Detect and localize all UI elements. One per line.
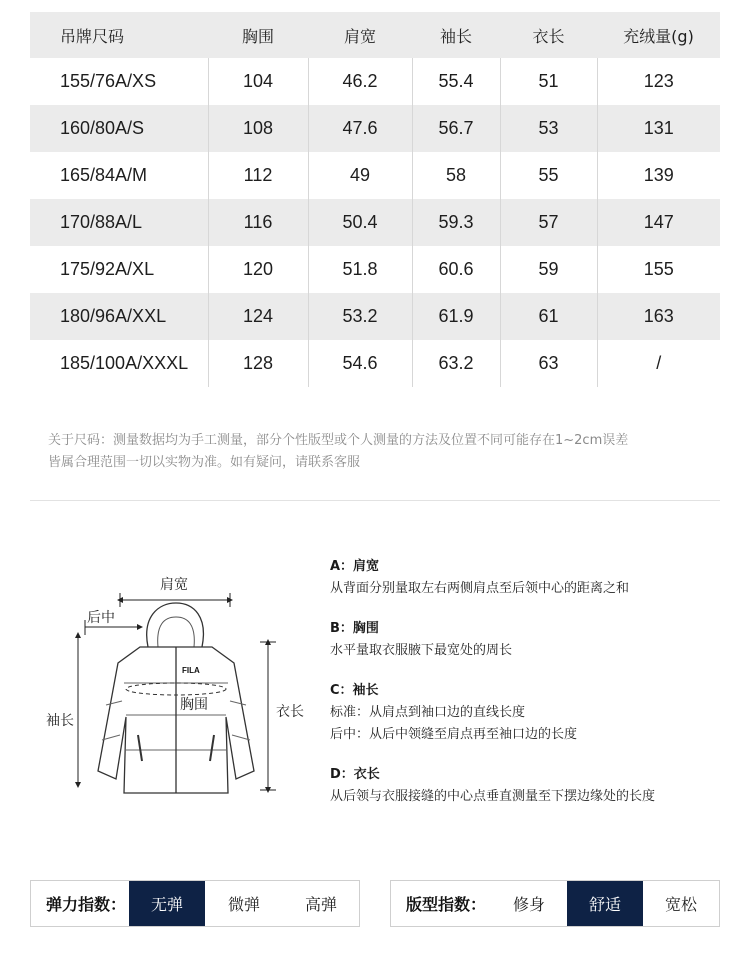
- elasticity-index: [30, 880, 360, 927]
- fit-option-slim[interactable]: 修身: [512, 895, 545, 914]
- cell-down-fill: 147: [597, 199, 720, 246]
- cell-size: 185/100A/XXXL: [30, 340, 208, 387]
- header-down-fill: 充绒量(g): [597, 12, 720, 58]
- label-length: 衣长: [276, 704, 304, 720]
- definition-head: B：胸围: [330, 621, 379, 636]
- jacket-measurement-illustration: [40, 565, 320, 805]
- cell-sleeve: 59.3: [412, 199, 500, 246]
- cell-down-fill: 131: [597, 105, 720, 152]
- label-chest: 胸围: [180, 697, 208, 713]
- cell-length: 57: [500, 199, 597, 246]
- cell-down-fill: 139: [597, 152, 720, 199]
- fila-logo: FILA: [182, 666, 200, 675]
- label-shoulder: 肩宽: [160, 577, 188, 593]
- cell-length: 55: [500, 152, 597, 199]
- definition-text: 从后领与衣服接缝的中心点垂直测量至下摆边缘处的长度: [330, 789, 656, 804]
- cell-size: 175/92A/XL: [30, 246, 208, 293]
- cell-size: 170/88A/L: [30, 199, 208, 246]
- cell-shoulder: 46.2: [308, 58, 412, 105]
- header-tag-size: 吊牌尺码: [30, 12, 208, 58]
- cell-length: 59: [500, 246, 597, 293]
- elasticity-option-none[interactable]: 无弹: [129, 881, 205, 926]
- definition-head: D：衣长: [330, 767, 380, 782]
- header-length: 衣长: [500, 12, 597, 58]
- definition-head: A：肩宽: [330, 559, 380, 574]
- cell-shoulder: 49: [308, 152, 412, 199]
- definition-head: C：袖长: [330, 683, 379, 698]
- table-header-row: [30, 12, 720, 58]
- definition-text: 标准：从肩点到袖口边的直线长度: [330, 705, 526, 720]
- definition-length: [330, 764, 730, 808]
- table-row: [30, 152, 720, 199]
- cell-length: 61: [500, 293, 597, 340]
- definition-text: 从背面分别量取左右两侧肩点至后领中心的距离之和: [330, 581, 630, 596]
- cell-down-fill: 163: [597, 293, 720, 340]
- table-row: [30, 199, 720, 246]
- cell-chest: 120: [208, 246, 308, 293]
- cell-size: 155/76A/XS: [30, 58, 208, 105]
- cell-shoulder: 50.4: [308, 199, 412, 246]
- cell-length: 53: [500, 105, 597, 152]
- cell-shoulder: 53.2: [308, 293, 412, 340]
- fit-label: 版型指数：: [406, 895, 487, 914]
- label-back-center: 后中: [87, 610, 115, 626]
- definition-chest: [330, 618, 730, 662]
- elasticity-label: 弹力指数：: [46, 895, 127, 914]
- cell-shoulder: 47.6: [308, 105, 412, 152]
- cell-chest: 116: [208, 199, 308, 246]
- elasticity-option-high[interactable]: 高弹: [304, 895, 337, 914]
- cell-sleeve: 61.9: [412, 293, 500, 340]
- cell-sleeve: 56.7: [412, 105, 500, 152]
- cell-chest: 112: [208, 152, 308, 199]
- cell-down-fill: 123: [597, 58, 720, 105]
- definition-text: 后中：从后中领缝至肩点再至袖口边的长度: [330, 727, 578, 742]
- definition-text: 水平量取衣服腋下最宽处的周长: [330, 643, 513, 658]
- cell-down-fill: 155: [597, 246, 720, 293]
- measurement-definitions: [330, 556, 730, 826]
- cell-shoulder: 51.8: [308, 246, 412, 293]
- cell-down-fill: /: [597, 340, 720, 387]
- measurement-note: [48, 430, 728, 474]
- jacket-diagram: [40, 565, 320, 805]
- note-line-2: 皆属合理范围一切以实物为准。如有疑问，请联系客服: [48, 455, 361, 470]
- cell-sleeve: 60.6: [412, 246, 500, 293]
- cell-sleeve: 55.4: [412, 58, 500, 105]
- cell-sleeve: 58: [412, 152, 500, 199]
- cell-chest: 104: [208, 58, 308, 105]
- cell-shoulder: 54.6: [308, 340, 412, 387]
- definition-sleeve: [330, 680, 730, 746]
- note-line-1: 关于尺码：测量数据均为手工测量，部分个性版型或个人测量的方法及位置不同可能存在1~2cm误差: [48, 433, 629, 448]
- table-row: [30, 58, 720, 105]
- cell-length: 63: [500, 340, 597, 387]
- cell-chest: 128: [208, 340, 308, 387]
- header-sleeve: 袖长: [412, 12, 500, 58]
- cell-length: 51: [500, 58, 597, 105]
- cell-sleeve: 63.2: [412, 340, 500, 387]
- fit-index: [390, 880, 720, 927]
- header-shoulder: 肩宽: [308, 12, 412, 58]
- table-row: [30, 293, 720, 340]
- table-row: [30, 246, 720, 293]
- cell-size: 180/96A/XXL: [30, 293, 208, 340]
- definition-shoulder: [330, 556, 730, 600]
- size-table: [30, 12, 720, 387]
- header-chest: 胸围: [208, 12, 308, 58]
- table-row: [30, 340, 720, 387]
- cell-size: 160/80A/S: [30, 105, 208, 152]
- section-divider: [30, 500, 720, 501]
- cell-chest: 108: [208, 105, 308, 152]
- label-sleeve: 袖长: [46, 713, 74, 729]
- fit-option-loose[interactable]: 宽松: [664, 895, 697, 914]
- cell-chest: 124: [208, 293, 308, 340]
- elasticity-option-slight[interactable]: 微弹: [227, 895, 260, 914]
- fit-option-comfort[interactable]: 舒适: [567, 881, 643, 926]
- table-row: [30, 105, 720, 152]
- cell-size: 165/84A/M: [30, 152, 208, 199]
